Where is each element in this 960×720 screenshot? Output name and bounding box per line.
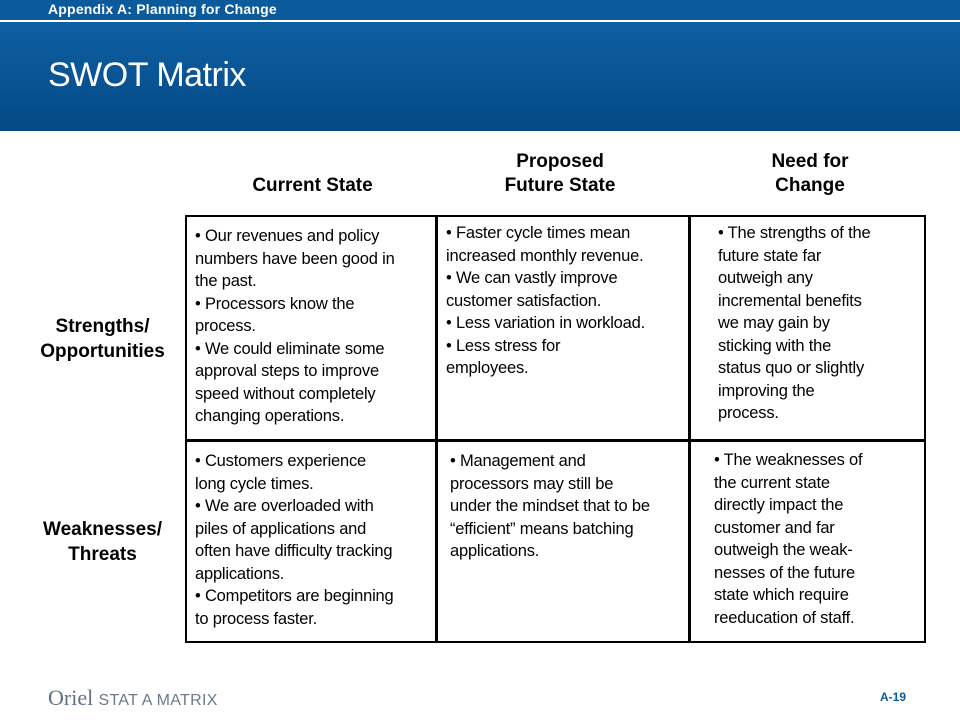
grid-divider xyxy=(435,215,438,643)
section-label: Appendix A: Planning for Change xyxy=(48,1,277,17)
row-header-strengths: Strengths/ Opportunities xyxy=(40,316,165,362)
page-title: SWOT Matrix xyxy=(48,56,246,94)
grid-divider xyxy=(185,439,926,442)
oriel-logo xyxy=(48,685,218,711)
cell-weaknesses-current: • Customers experience long cycle times. • We are overloaded with piles of applications and often have difficulty tracking applications. • Competitors are beginning to process faster. xyxy=(195,452,394,628)
column-header-need: Need for Change xyxy=(771,151,849,196)
title-banner xyxy=(0,22,960,131)
cell-weaknesses-proposed: • Management and processors may still be under the mindset that to be “efficient” means batching applications. xyxy=(450,452,650,560)
column-header-current: Current State xyxy=(252,175,373,196)
logo-rest: STAT A MATRIX xyxy=(98,692,218,709)
cell-strengths-current: • Our revenues and policy numbers have been good in the past. • Processors know the process. • We could eliminate some approval steps to improve speed without completely changing operations. xyxy=(195,227,395,425)
column-header-proposed: Proposed Future State xyxy=(504,151,616,196)
section-bar xyxy=(0,0,960,20)
cell-strengths-proposed: • Faster cycle times mean increased monthly revenue. • We can vastly improve customer satisfaction. • Less variation in workload. • Less stress for employees. xyxy=(446,224,645,377)
logo-brand: Oriel xyxy=(48,685,94,710)
row-header-weaknesses: Weaknesses/ Threats xyxy=(42,519,162,565)
cell-strengths-need: • The strengths of the future state far outweigh any incremental benefits we may gain by sticking with the status quo or slightly improving the process. xyxy=(718,224,871,422)
page-number: A-19 xyxy=(880,690,907,704)
cell-weaknesses-need: • The weaknesses of the current state directly impact the customer and far outweigh the weak- nesses of the future state which require reeducation of staff. xyxy=(714,451,863,627)
grid-divider xyxy=(688,215,691,643)
